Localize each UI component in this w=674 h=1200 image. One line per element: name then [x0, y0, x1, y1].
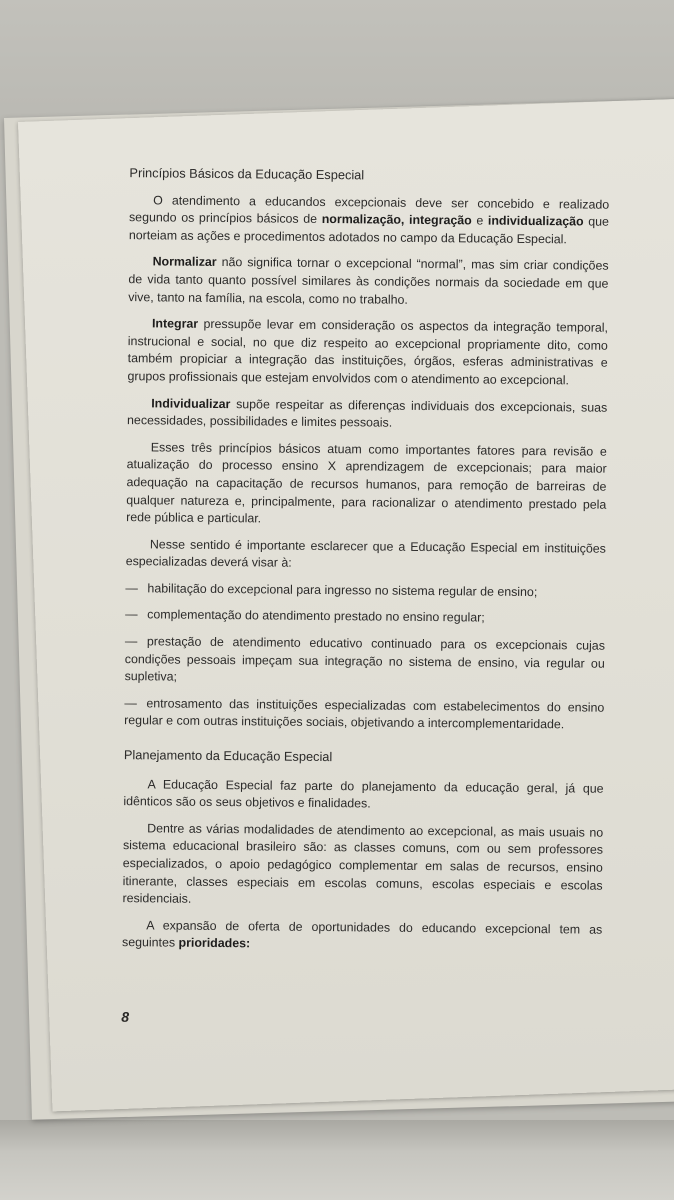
list-item: — entrosamento das instituições especializadas com estabelecimentos do ensino regular e com outras instituições sociais, objetivando a intercomplementaridade. — [124, 695, 605, 732]
term-integrar: Integrar — [151, 316, 199, 331]
paragraph-normalizar: Normalizar não significa tornar o excepcional “normal”, mas sim criar condições de vida tanto quanto possível similares às condições normais da sociedade em que vive, tanto na família, na escola, como no trabalho. — [128, 254, 609, 307]
paragraph-planejamento-3: A expansão de oferta de oportunidades do educando excepcional tem as seguintes prioridades: — [121, 918, 603, 951]
bold-prioridades: prioridades: — [178, 936, 251, 951]
bullet-dash: — — [125, 607, 138, 622]
background-desk — [0, 1120, 674, 1200]
paragraph-planejamento-2: Dentre as várias modalidades de atendimento ao excepcional, as mais usuais no sistema educacional brasileiro são: as classes comuns, com ou sem professores especializados, o apoio pedagógico complementar em salas de recursos, ensino itinerante, classes especiais em escolas comuns, escolas especiais e escolas residenciais. — [122, 821, 604, 906]
list-item: — prestação de atendimento educativo continuado para os excepcionais cujas condições pessoais impeçam sua integração no sistema de ensino, via regular ou supletiva; — [124, 634, 606, 684]
paragraph-tres-principios: Esses três princípios básicos atuam como importantes fatores para revisão e atualização do processo ensino X aprendizagem de excepcionais; para maior adequação na capacitação de recursos humanos, para remoção de barreiras de qualquer natureza e, principalmente, para racionalizar o atendimento prestado pela rede pública e particular. — [126, 440, 607, 526]
page-number: 8 — [121, 1008, 130, 1025]
paragraph-intro: O atendimento a educandos excepcionais deve ser concebido e realizado segundo os princípios básicos de normalização, integração e individualização que norteiam as ações e procedimentos adotados no campo da Educação Especial. — [128, 192, 610, 247]
list-item: — habilitação do excepcional para ingresso no sistema regular de ensino; — [125, 580, 538, 599]
paragraph-nesse-sentido: Nesse sentido é importante esclarecer que a Educação Especial em instituições especializadas deverá visar à: — [125, 537, 606, 570]
paragraph-planejamento-1: A Educação Especial faz parte do planejamento da educação geral, já que idênticos são os seus objetivos e finalidades. — [123, 776, 604, 811]
list-item: — complementação do atendimento prestado no ensino regular; — [125, 607, 485, 626]
paragraph-integrar: Integrar pressupõe levar em consideração os aspectos da integração temporal, instrucional e social, no que diz respeito ao excepcional propriamente dito, como também propiciar a integração das instituições, órgãos, esferas administrativas e grupos profissionais que estejam envolvidos com o atendimento ao excepcional. — [127, 316, 609, 388]
bullet-dash: — — [124, 634, 138, 649]
document-page — [18, 98, 674, 1111]
section-heading-principios: Princípios Básicos da Educação Especial — [129, 165, 365, 183]
term-individualizar: Individualizar — [151, 395, 231, 411]
term-normalizar: Normalizar — [152, 254, 217, 270]
page-text — [122, 164, 610, 966]
bold-individualizacao: individualização — [487, 213, 584, 229]
bullet-dash: — — [124, 695, 137, 711]
paragraph-individualizar: Individualizar supõe respeitar as diferenças individuais dos excepcionais, suas necessidades, possibilidades e limites pessoais. — [127, 395, 608, 430]
section-heading-planejamento: Planejamento da Educação Especial — [123, 747, 333, 765]
bold-normalizacao-integracao: normalização, integração — [321, 212, 472, 228]
bullet-dash: — — [125, 580, 138, 596]
